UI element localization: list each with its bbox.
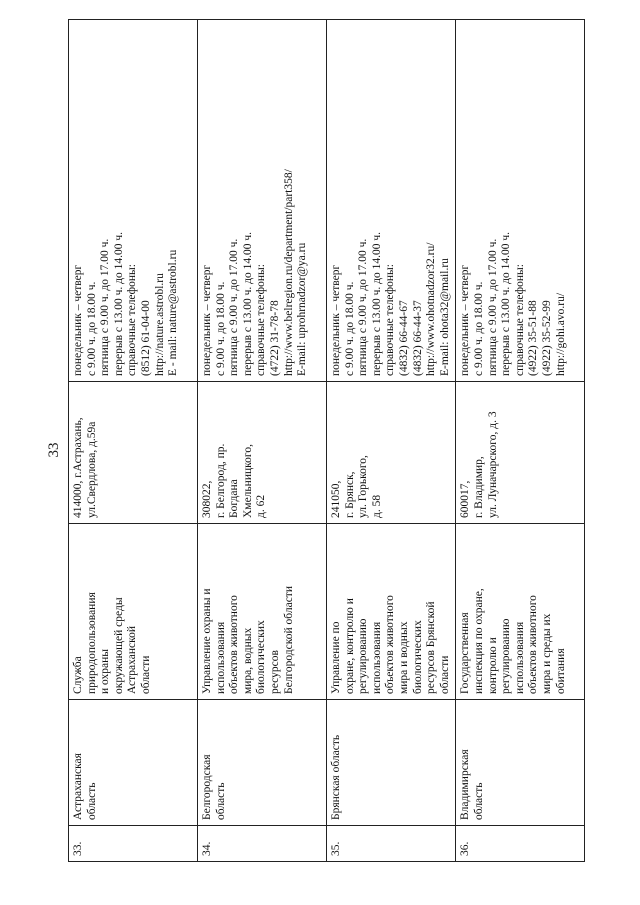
table-row	[198, 20, 327, 862]
contacts-cell-line: справочные телефоны:	[384, 264, 397, 376]
contacts-cell-line: (4922) 35-52-99	[540, 300, 553, 376]
address-cell-line: д. 62	[255, 494, 268, 518]
region-cell-line: Белгородская	[201, 754, 213, 820]
contacts-cell-line: понедельник – четверг	[459, 264, 472, 376]
row-number-text: 34.	[201, 841, 213, 856]
row-number-text: 36.	[459, 841, 472, 856]
row-number	[69, 826, 198, 862]
row-number	[198, 826, 327, 862]
row-number-text: 33.	[72, 841, 84, 856]
organization-cell-line: биологических	[255, 620, 268, 694]
contacts-cell-line: http://nature.astrobl.ru	[153, 273, 166, 376]
row-number	[327, 826, 456, 862]
contacts-cell-line: пятница с 9.00 ч. до 17.00 ч.	[486, 238, 499, 376]
address-cell-line: г. Белгород, пр.	[214, 443, 227, 518]
contacts-cell-line: с 9.00 ч. до 18.00 ч.	[214, 281, 227, 376]
organization-cell-line: окружающей среды	[112, 597, 125, 694]
organization-cell-line: природопользования	[85, 592, 98, 694]
address-cell-line: 414000, г.Астрахань,	[72, 417, 84, 518]
organization-cell-line: инспекция по охране,	[472, 588, 485, 694]
organization-cell-line: объектов животного	[384, 595, 397, 694]
contacts-cell-line: с 9.00 ч. до 18.00 ч.	[472, 281, 485, 376]
contacts-cell-line: с 9.00 ч. до 18.00 ч.	[343, 281, 356, 376]
region-cell-line: область	[214, 782, 227, 820]
organization-cell	[327, 524, 456, 700]
contacts-cell	[456, 20, 585, 382]
contacts-cell-line: (8512) 61-04-00	[139, 300, 152, 376]
address-cell-line: ул. Луначарского, д. 3	[486, 411, 499, 518]
region-cell-line: Владимирская	[459, 749, 472, 820]
organization-cell-line: Белгородской области	[282, 586, 295, 694]
region-cell	[327, 700, 456, 826]
contacts-cell-line: понедельник – четверг	[201, 264, 213, 376]
contacts-table-body	[69, 20, 585, 862]
organization-cell-line: ресурсов Брянской	[425, 601, 438, 694]
organization-cell	[198, 524, 327, 700]
organization-cell-line: объектов животного	[228, 595, 241, 694]
organization-cell-line: мира, водных	[241, 627, 254, 694]
address-cell	[327, 382, 456, 524]
organization-cell-line: регулированию	[357, 618, 370, 694]
organization-cell-line: использования	[370, 621, 383, 694]
contacts-cell-line: справочные телефоны:	[513, 264, 526, 376]
organization-cell-line: контролю и	[486, 637, 499, 694]
organization-cell-line: использования	[513, 621, 526, 694]
contacts-cell-line: E-mail: uprohrnadzor@ya.ru	[296, 242, 309, 376]
contacts-cell-line: справочные телефоны:	[126, 264, 139, 376]
contacts-cell-line: перерыв с 13.00 ч. до 14.00 ч.	[241, 231, 254, 376]
contacts-cell-line: пятница с 9.00 ч. до 17.00 ч.	[228, 238, 241, 376]
address-cell-line: 308022,	[201, 480, 213, 518]
table-row	[327, 20, 456, 862]
organization-cell-line: ресурсов	[268, 650, 281, 694]
organization-cell-line: мира и водных	[397, 621, 410, 694]
organization-cell-line: объектов животного	[527, 595, 540, 694]
contacts-cell-line: (4922) 35-51-88	[527, 300, 540, 376]
organization-cell-line: обитания	[554, 648, 567, 694]
organization-cell-line: использования	[214, 621, 227, 694]
region-cell	[198, 700, 327, 826]
organization-cell-line: Государственная	[459, 612, 472, 694]
address-cell-line: ул. Горького,	[357, 455, 370, 518]
table-row	[456, 20, 585, 862]
contacts-cell	[69, 20, 198, 382]
contacts-cell-line: (4832) 66-44-67	[397, 300, 410, 376]
address-cell-line: 600017,	[459, 480, 472, 518]
contacts-cell-line: понедельник – четверг	[72, 264, 84, 376]
organization-cell-line: биологических	[411, 620, 424, 694]
region-cell-line: Брянская область	[330, 734, 342, 820]
contacts-cell-line: перерыв с 13.00 ч. до 14.00 ч.	[500, 231, 513, 376]
contacts-cell-line: перерыв с 13.00 ч. до 14.00 ч.	[112, 231, 125, 376]
contacts-cell-line: справочные телефоны:	[255, 264, 268, 376]
organization-cell	[456, 524, 585, 700]
address-cell	[198, 382, 327, 524]
region-cell-line: Астраханская	[72, 753, 84, 820]
address-cell-line: ул.Свердлова, д.59а	[85, 421, 98, 518]
contacts-cell-line: с 9.00 ч. до 18.00 ч.	[85, 281, 98, 376]
contacts-cell-line: http://gohi.avo.ru/	[554, 292, 567, 376]
contacts-cell-line: http://www.belregion.ru/department/part358/	[282, 169, 295, 376]
organization-cell-line: Управление по	[330, 621, 342, 694]
organization-cell-line: и охраны	[99, 649, 112, 694]
address-cell	[456, 382, 585, 524]
row-number-text: 35.	[330, 841, 342, 856]
address-cell-line: д. 58	[370, 494, 383, 518]
contacts-cell-line: E-mail: ohota32@mail.ru	[438, 258, 451, 376]
row-number	[456, 826, 585, 862]
rotated-content	[44, 20, 594, 862]
region-cell	[69, 700, 198, 826]
organization-cell-line: Астраханской	[126, 625, 139, 694]
region-cell-line: область	[472, 782, 485, 820]
address-cell-line: Богдана	[228, 479, 241, 518]
organization-cell-line: Управление охраны и	[201, 588, 213, 694]
contacts-cell-line: пятница с 9.00 ч. до 17.00 ч.	[357, 238, 370, 376]
contacts-table	[68, 19, 585, 862]
address-cell-line: Хмельницкого,	[241, 444, 254, 518]
region-cell-line: область	[85, 782, 98, 820]
organization-cell-line: Служба	[72, 656, 84, 694]
page-number: 33	[46, 442, 62, 458]
region-cell	[456, 700, 585, 826]
address-cell-line: г. Брянск,	[343, 471, 356, 518]
address-cell	[69, 382, 198, 524]
address-cell-line: г. Владимир,	[472, 456, 485, 518]
organization-cell-line: охране, контролю и	[343, 598, 356, 694]
contacts-cell	[198, 20, 327, 382]
organization-cell-line: мира и среды их	[540, 613, 553, 694]
contacts-cell-line: (4722) 31-78-78	[268, 300, 281, 376]
contacts-cell-line: пятница с 9.00 ч. до 17.00 ч.	[99, 238, 112, 376]
contacts-cell-line: понедельник – четверг	[330, 264, 342, 376]
contacts-cell-line: E - mail: nature@astrobl.ru	[167, 249, 180, 376]
address-cell-line: 241050,	[330, 480, 342, 518]
organization-cell-line: регулированию	[500, 618, 513, 694]
contacts-cell-line: (4832) 66-44-37	[411, 300, 424, 376]
contacts-cell-line: http://www.ohotnadzor32.ru/	[425, 242, 438, 376]
organization-cell-line: области	[139, 655, 152, 694]
organization-cell	[69, 524, 198, 700]
organization-cell-line: области	[438, 655, 451, 694]
table-row	[69, 20, 198, 862]
contacts-cell-line: перерыв с 13.00 ч. до 14.00 ч.	[370, 231, 383, 376]
contacts-cell	[327, 20, 456, 382]
